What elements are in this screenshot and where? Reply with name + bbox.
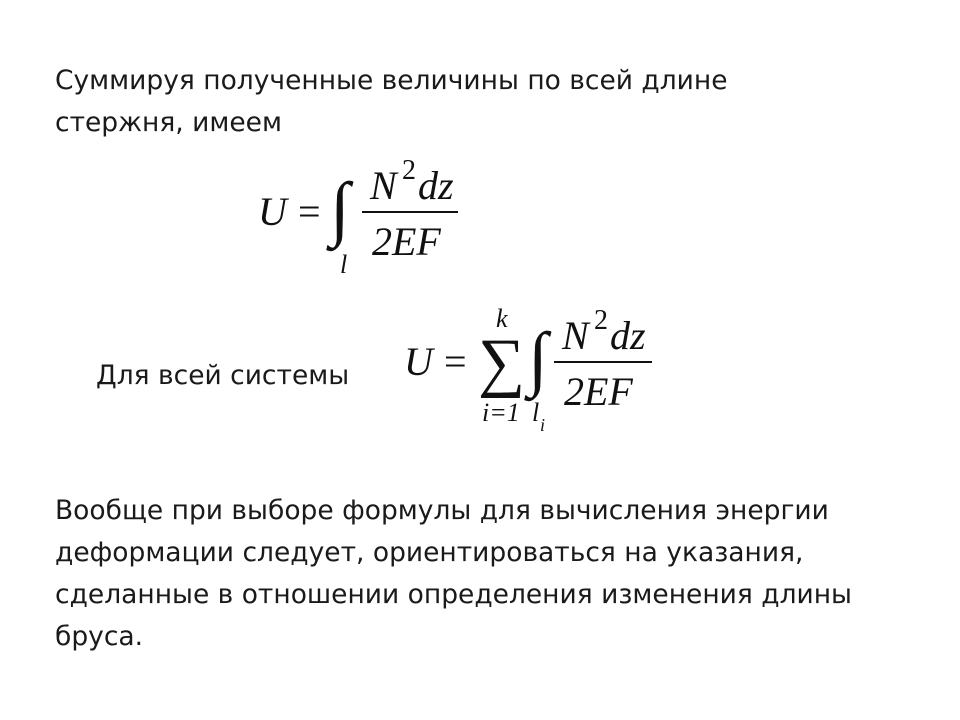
formula2-sum-sign: ∑ xyxy=(478,326,526,399)
formula2-denominator: 2EF xyxy=(564,369,633,414)
formula1-numerator-power: 2 xyxy=(402,155,416,186)
formula2-integral-lower: l xyxy=(532,398,540,427)
formula1-integral-sign: ∫ xyxy=(330,168,350,248)
system-label: Для всей системы xyxy=(96,360,350,391)
intro-paragraph: Суммируя полученные величины по всей длине стержня, имеем xyxy=(55,65,728,138)
formula1-denominator: 2EF xyxy=(372,219,441,264)
formula1-lhs: U xyxy=(258,189,287,234)
formula2-integral-sign: ∫ xyxy=(528,318,548,398)
formula1-integral-lower: l xyxy=(340,250,348,279)
formula2-numerator-rest: dz xyxy=(610,313,646,358)
formula2-lhs: U xyxy=(404,339,433,384)
formula2-sum-upper: k xyxy=(496,304,508,333)
formula2-integral-lower-sub: i xyxy=(540,415,546,435)
formula1-equals: = xyxy=(298,189,321,234)
formula2-sum-lower: i=1 xyxy=(482,398,520,427)
formula2-numerator-power: 2 xyxy=(594,305,608,336)
formula2-numerator-base: N xyxy=(562,313,589,358)
formula1-fraction-bar xyxy=(362,211,458,213)
formula1-numerator-rest: dz xyxy=(418,163,454,208)
conclusion-paragraph: Вообще при выборе формулы для вычисления энергии деформации следует, ориентироваться на указания, сделанные в отношении определения изменения длины бруса. xyxy=(55,495,852,652)
formula2-equals: = xyxy=(444,339,467,384)
formula2-fraction-bar xyxy=(554,361,652,363)
formula1-numerator-base: N xyxy=(370,163,397,208)
